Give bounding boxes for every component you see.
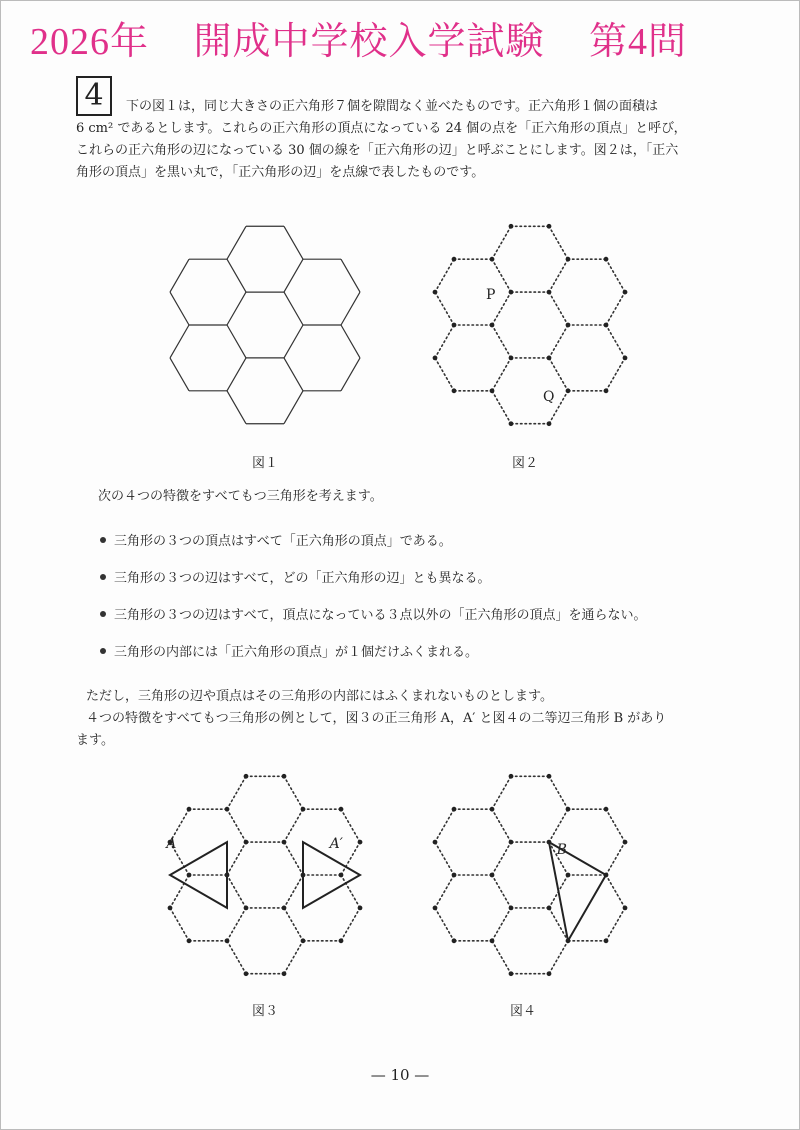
hexagon-vertex-dot bbox=[452, 257, 457, 262]
condition-item bbox=[100, 567, 646, 604]
note-paragraph bbox=[76, 686, 667, 752]
hexagon-vertex-dot bbox=[623, 290, 628, 295]
point-p-label: P bbox=[486, 287, 496, 303]
hexagon-vertex-dot bbox=[339, 807, 344, 812]
hexagon-edge bbox=[341, 325, 360, 358]
hexagon-dotted-edge bbox=[492, 875, 511, 908]
hexagon-vertex-dot bbox=[604, 257, 609, 262]
hexagon-dotted-edge bbox=[606, 325, 625, 358]
hexagon-vertex-dot bbox=[547, 290, 552, 295]
hexagon-dotted-edge bbox=[284, 776, 303, 809]
hexagon-vertex-dot bbox=[490, 323, 495, 328]
hexagon-dotted-edge bbox=[492, 226, 511, 259]
hexagon-vertex-dot bbox=[547, 906, 552, 911]
intro-paragraph bbox=[76, 96, 736, 184]
hexagon-vertex-dot bbox=[547, 421, 552, 426]
hexagon-vertex-dot bbox=[244, 971, 249, 976]
hexagon-vertex-dot bbox=[490, 257, 495, 262]
hexagon-dotted-edge bbox=[492, 325, 511, 358]
hexagon-vertex-dot bbox=[604, 938, 609, 943]
figure-1-caption: 図１ bbox=[251, 456, 278, 471]
header-problem: 第4問 bbox=[589, 21, 688, 63]
hexagon-dotted-edge bbox=[227, 941, 246, 974]
intro-line-3: これらの正六角形の辺になっている 30 個の線を「正六角形の辺」と呼ぶことにします。図２は，「正六 bbox=[76, 143, 679, 158]
hexagon-vertex-dot bbox=[433, 290, 438, 295]
hexagon-vertex-dot bbox=[339, 873, 344, 878]
hexagon-edge bbox=[227, 292, 246, 325]
header-school: 開成中学校入学試験 bbox=[193, 21, 545, 63]
hexagon-vertex-dot bbox=[452, 807, 457, 812]
hexagon-edge bbox=[284, 259, 303, 292]
figure-4 bbox=[410, 755, 650, 995]
hexagon-vertex-dot bbox=[623, 840, 628, 845]
condition-item bbox=[100, 604, 646, 641]
hexagon-vertex-dot bbox=[339, 938, 344, 943]
hexagon-vertex-dot bbox=[604, 807, 609, 812]
hexagon-dotted-edge bbox=[492, 809, 511, 842]
figure-1 bbox=[150, 205, 380, 445]
hexagon-vertex-dot bbox=[509, 224, 514, 229]
hexagon-vertex-dot bbox=[547, 971, 552, 976]
triangle-a-prime-label: A′ bbox=[329, 836, 343, 853]
hexagon-edge bbox=[284, 292, 303, 325]
condition-item bbox=[100, 641, 646, 678]
hexagon-dotted-edge bbox=[435, 908, 454, 941]
intro-line-2: 6 cm² であるとします。これらの正六角形の頂点になっている 24 個の点を「正六角形の頂点」と呼び， bbox=[76, 121, 687, 136]
hexagon-dotted-edge bbox=[284, 809, 303, 842]
hexagon-vertex-dot bbox=[433, 840, 438, 845]
hexagon-edge bbox=[227, 358, 246, 391]
hexagon-edge bbox=[341, 358, 360, 391]
hexagon-dotted-edge bbox=[284, 908, 303, 941]
condition-text: 三角形の３つの辺はすべて，どの「正六角形の辺」とも異なる。 bbox=[114, 571, 491, 586]
note-line-3: ます。 bbox=[76, 733, 114, 748]
hexagon-dotted-edge bbox=[492, 391, 511, 424]
hexagon-edge bbox=[341, 259, 360, 292]
hexagon-vertex-dot bbox=[509, 840, 514, 845]
hexagon-vertex-dot bbox=[244, 840, 249, 845]
hexagon-edge bbox=[227, 226, 246, 259]
hexagon-dotted-edge bbox=[549, 259, 568, 292]
hexagon-vertex-dot bbox=[566, 257, 571, 262]
hexagon-vertex-dot bbox=[187, 807, 192, 812]
hexagon-dotted-edge bbox=[549, 809, 568, 842]
condition-text: 三角形の内部には「正六角形の頂点」が１個だけふくまれる。 bbox=[114, 645, 479, 660]
condition-text: 三角形の３つの辺はすべて，頂点になっている３点以外の「正六角形の頂点」を通らない。 bbox=[114, 608, 647, 623]
hexagon-dotted-edge bbox=[606, 259, 625, 292]
hexagon-dotted-edge bbox=[549, 325, 568, 358]
hexagon-dotted-edge bbox=[227, 809, 246, 842]
hexagon-vertex-dot bbox=[282, 774, 287, 779]
hexagon-edge bbox=[170, 325, 189, 358]
hexagon-dotted-edge bbox=[492, 776, 511, 809]
hexagon-vertex-dot bbox=[452, 938, 457, 943]
note-line-1: ただし，三角形の辺や頂点はその三角形の内部にはふくまれないものとします。 bbox=[86, 689, 553, 704]
hexagon-vertex-dot bbox=[358, 840, 363, 845]
hexagon-vertex-dot bbox=[225, 938, 230, 943]
conditions-list bbox=[100, 530, 646, 678]
hexagon-vertex-dot bbox=[301, 807, 306, 812]
hexagon-vertex-dot bbox=[490, 807, 495, 812]
conditions-intro: 次の４つの特徴をすべてもつ三角形を考えます。 bbox=[98, 489, 383, 504]
hexagon-dotted-edge bbox=[435, 292, 454, 325]
hexagon-edge bbox=[284, 325, 303, 358]
hexagon-edge bbox=[227, 325, 246, 358]
hexagon-dotted-edge bbox=[341, 908, 360, 941]
figure-3-caption: 図３ bbox=[251, 1004, 278, 1019]
hexagon-vertex-dot bbox=[168, 906, 173, 911]
hexagon-dotted-edge bbox=[435, 358, 454, 391]
hexagon-edge bbox=[341, 292, 360, 325]
hexagon-vertex-dot bbox=[566, 807, 571, 812]
hexagon-dotted-edge bbox=[549, 776, 568, 809]
hexagon-vertex-dot bbox=[509, 290, 514, 295]
hexagon-vertex-dot bbox=[433, 906, 438, 911]
hexagon-vertex-dot bbox=[604, 388, 609, 393]
hexagon-vertex-dot bbox=[623, 356, 628, 361]
hexagon-vertex-dot bbox=[187, 938, 192, 943]
hexagon-dotted-edge bbox=[227, 842, 246, 875]
hexagon-vertex-dot bbox=[244, 906, 249, 911]
hexagon-vertex-dot bbox=[547, 774, 552, 779]
bullet-icon bbox=[100, 574, 106, 580]
hexagon-vertex-dot bbox=[225, 807, 230, 812]
intro-line-1: 下の図１は，同じ大きさの正六角形７個を隙間なく並べたものです。正六角形１個の面積は bbox=[126, 99, 658, 114]
hexagon-edge bbox=[284, 226, 303, 259]
condition-text: 三角形の３つの頂点はすべて「正六角形の頂点」である。 bbox=[114, 534, 452, 549]
hexagon-vertex-dot bbox=[452, 388, 457, 393]
hexagon-dotted-edge bbox=[284, 842, 303, 875]
hexagon-edge bbox=[227, 391, 246, 424]
hexagon-vertex-dot bbox=[282, 840, 287, 845]
exam-header bbox=[30, 10, 770, 65]
hexagon-vertex-dot bbox=[490, 388, 495, 393]
condition-item bbox=[100, 530, 646, 567]
note-line-2: ４つの特徴をすべてもつ三角形の例として，図３の正三角形 A，A′ と図４の二等辺三角形 B があり bbox=[86, 711, 667, 726]
hexagon-edge bbox=[284, 358, 303, 391]
hexagon-vertex-dot bbox=[547, 356, 552, 361]
hexagon-dotted-edge bbox=[435, 875, 454, 908]
hexagon-dotted-edge bbox=[284, 875, 303, 908]
hexagon-vertex-dot bbox=[490, 938, 495, 943]
hexagon-dotted-edge bbox=[435, 842, 454, 875]
triangle-a-label: A bbox=[166, 836, 177, 853]
hexagon-vertex-dot bbox=[301, 938, 306, 943]
page-number: — 10 — bbox=[370, 1066, 430, 1084]
hexagon-dotted-edge bbox=[606, 809, 625, 842]
intro-line-4: 角形の頂点」を黒い丸で，「正六角形の辺」を点線で表したものです。 bbox=[76, 165, 485, 180]
bullet-icon bbox=[100, 648, 106, 654]
question-number-box: 4 bbox=[76, 76, 112, 116]
bullet-icon bbox=[100, 611, 106, 617]
hexagon-vertex-dot bbox=[282, 971, 287, 976]
hexagon-vertex-dot bbox=[282, 906, 287, 911]
figure-3 bbox=[150, 755, 390, 995]
hexagon-dotted-edge bbox=[549, 292, 568, 325]
hexagon-dotted-edge bbox=[492, 842, 511, 875]
hexagon-vertex-dot bbox=[433, 356, 438, 361]
hexagon-edge bbox=[284, 391, 303, 424]
hexagon-vertex-dot bbox=[452, 873, 457, 878]
hexagon-dotted-edge bbox=[549, 226, 568, 259]
hexagon-vertex-dot bbox=[509, 971, 514, 976]
hexagon-dotted-edge bbox=[227, 908, 246, 941]
hexagon-vertex-dot bbox=[604, 323, 609, 328]
point-q-label: Q bbox=[543, 389, 555, 405]
hexagon-dotted-edge bbox=[549, 941, 568, 974]
hexagon-dotted-edge bbox=[227, 776, 246, 809]
hexagon-vertex-dot bbox=[358, 906, 363, 911]
hexagon-dotted-edge bbox=[170, 908, 189, 941]
hexagon-dotted-edge bbox=[606, 842, 625, 875]
hexagon-dotted-edge bbox=[606, 292, 625, 325]
hexagon-dotted-edge bbox=[284, 941, 303, 974]
hexagon-dotted-edge bbox=[606, 358, 625, 391]
hexagon-edge bbox=[170, 358, 189, 391]
hexagon-vertex-dot bbox=[566, 388, 571, 393]
hexagon-dotted-edge bbox=[549, 358, 568, 391]
triangle-b-label: B bbox=[556, 842, 567, 859]
hexagon-dotted-edge bbox=[492, 358, 511, 391]
hexagon-dotted-edge bbox=[435, 325, 454, 358]
hexagon-edge bbox=[227, 259, 246, 292]
hexagon-vertex-dot bbox=[566, 323, 571, 328]
hexagon-dotted-edge bbox=[492, 941, 511, 974]
figure-2-caption: 図２ bbox=[511, 456, 538, 471]
hexagon-vertex-dot bbox=[509, 356, 514, 361]
hexagon-vertex-dot bbox=[452, 323, 457, 328]
hexagon-dotted-edge bbox=[341, 809, 360, 842]
hexagon-vertex-dot bbox=[566, 873, 571, 878]
hexagon-vertex-dot bbox=[187, 873, 192, 878]
hexagon-edge bbox=[170, 259, 189, 292]
hexagon-dotted-edge bbox=[492, 908, 511, 941]
figure-4-caption: 図４ bbox=[509, 1004, 536, 1019]
hexagon-dotted-edge bbox=[435, 809, 454, 842]
hexagon-vertex-dot bbox=[244, 774, 249, 779]
hexagon-dotted-edge bbox=[435, 259, 454, 292]
hexagon-vertex-dot bbox=[490, 873, 495, 878]
hexagon-dotted-edge bbox=[606, 875, 625, 908]
hexagon-vertex-dot bbox=[623, 906, 628, 911]
hexagon-edge bbox=[170, 292, 189, 325]
bullet-icon bbox=[100, 537, 106, 543]
hexagon-vertex-dot bbox=[547, 224, 552, 229]
hexagon-dotted-edge bbox=[606, 908, 625, 941]
hexagon-vertex-dot bbox=[509, 774, 514, 779]
hexagon-vertex-dot bbox=[509, 421, 514, 426]
hexagon-vertex-dot bbox=[509, 906, 514, 911]
header-year: 2026年 bbox=[30, 21, 150, 63]
hexagon-dotted-edge bbox=[227, 875, 246, 908]
figure-2 bbox=[410, 205, 650, 445]
